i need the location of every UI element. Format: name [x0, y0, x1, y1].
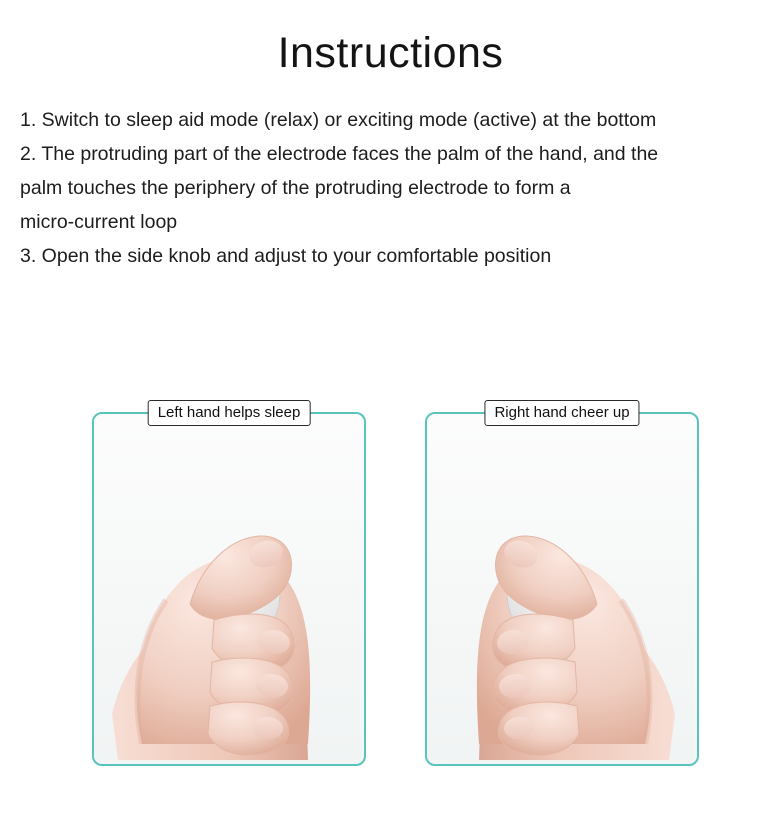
instructions-list: [0, 103, 781, 273]
page-title: Instructions: [277, 29, 504, 77]
right-hand-illustration: [427, 414, 693, 760]
instruction-line: micro-current loop: [20, 211, 178, 234]
illustration-panels: [0, 398, 781, 778]
panel-left-hand-label: Left hand helps sleep: [148, 400, 311, 426]
panel-left-hand: [92, 404, 366, 766]
instruction-line: 3. Open the side knob and adjust to your comfortable position: [20, 245, 552, 268]
panel-right-hand-label: Right hand cheer up: [484, 400, 639, 426]
left-hand-illustration: [94, 414, 360, 760]
instruction-line: 2. The protruding part of the electrode faces the palm of the hand, and the: [20, 143, 659, 166]
instructions-page: [0, 30, 781, 813]
left-hand-photo: [94, 414, 364, 764]
right-hand-photo: [427, 414, 697, 764]
panel-right-hand: [425, 404, 699, 766]
instruction-line: 1. Switch to sleep aid mode (relax) or exciting mode (active) at the bottom: [20, 109, 657, 132]
instruction-line: palm touches the periphery of the protruding electrode to form a: [20, 177, 571, 200]
